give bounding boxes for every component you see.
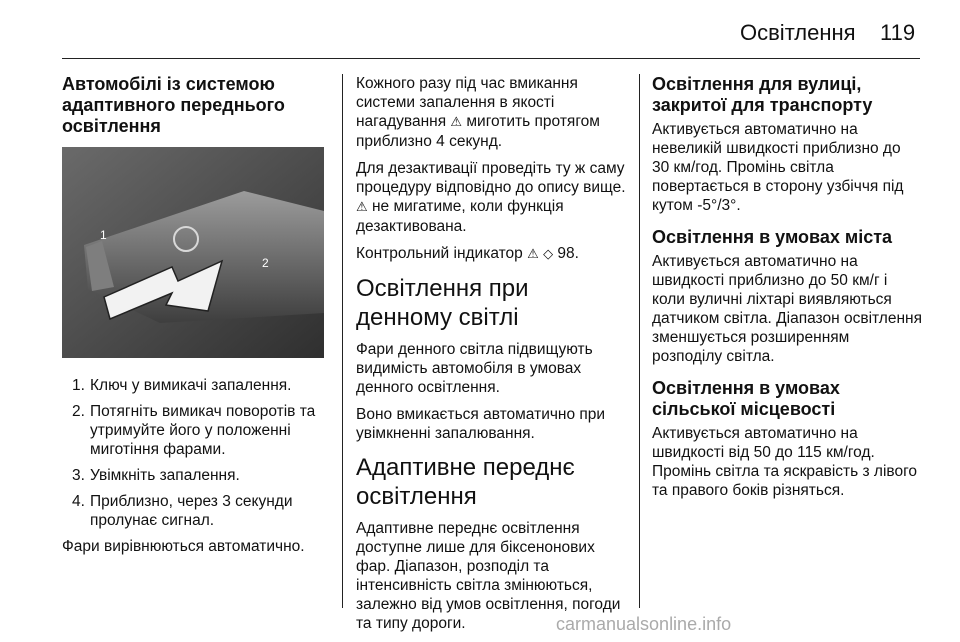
- paragraph: Активується автоматично на швидкості від 50 до 115 км/год. Промінь світла та яскравість з лівого та правого боків різняться.: [652, 425, 918, 499]
- page-reference-icon: ◇: [543, 247, 554, 262]
- section-heading-afl-cars: Автомобілі із системою адаптивного переднього освітлення: [62, 74, 285, 136]
- steps-conclusion: Фари вирівнюються автоматично.: [62, 538, 305, 555]
- subheading-country: Освітлення в умовах сільської місцевості: [652, 378, 840, 419]
- figure-label-1: 1: [100, 228, 107, 242]
- paragraph: Адаптивне переднє освітлення доступне лише для біксенонових фар. Діапазон, розподіл та інтенсивність світла змінюються, залежно від умов освітлення, погоди та типу дороги.: [356, 520, 621, 632]
- list-item: 1. Ключ у вимикачі запалення.: [72, 377, 292, 394]
- headlamp-indicator-icon: ⚠: [450, 115, 463, 130]
- column-divider-1: [342, 74, 343, 608]
- paragraph: Активується автоматично на невеликій швидкості приблизно до 30 км/год. Промінь світла повертається в сторону узбіччя під кутом -5°/3°.: [652, 121, 904, 214]
- procedure-steps: [62, 376, 328, 530]
- paragraph: Воно вмикається автоматично при увімкненні запалювання.: [356, 406, 606, 442]
- page-number: 119: [880, 20, 916, 45]
- turn-signal-stalk-image: [62, 147, 324, 358]
- column-3: [652, 74, 922, 508]
- list-item: 4. Приблизно, через 3 секунди пролунає сигнал.: [72, 493, 293, 529]
- column-2: [356, 74, 628, 641]
- stalk-illustration: [62, 147, 324, 358]
- figure-label-2: 2: [262, 256, 269, 270]
- subheading-closed-street: Освітлення для вулиці, закритої для транспорту: [652, 74, 873, 115]
- section-heading-adaptive-lighting: Адаптивне переднє освітлення: [356, 454, 575, 510]
- headlamp-indicator-icon: ⚠: [356, 200, 368, 215]
- paragraph: Активується автоматично на швидкості приблизно до 50 км/г і коли вуличні ліхтарі виявляються датчиком світла. Діапазон освітлення зменшується розширенням розподілу світла.: [652, 253, 922, 365]
- list-item: 3. Увімкніть запалення.: [72, 467, 240, 484]
- header-rule: [62, 58, 920, 59]
- page-header-title: Освітлення: [740, 20, 856, 45]
- watermark: carmanualsonline.info: [556, 614, 732, 634]
- paragraph: Кожного разу під час вмикання системи запалення в якості нагадування ⚠ миготить протягом приблизно 4 секунд.: [356, 75, 600, 150]
- paragraph: Контрольний індикатор ⚠ ◇ 98.: [356, 245, 579, 262]
- paragraph: Фари денного світла підвищують видимість автомобіля в умовах денного освітлення.: [356, 341, 593, 396]
- paragraph: Для дезактивації проведіть ту ж саму процедуру відповідно до опису вище. ⚠ не мигатиме, коли функція дезактивована.: [356, 160, 626, 235]
- section-heading-daytime-lights: Освітлення при денному світлі: [356, 275, 529, 331]
- column-1: [62, 74, 328, 564]
- subheading-city: Освітлення в умовах міста: [652, 227, 893, 247]
- list-item: 2. Потягніть вимикач поворотів та утримуйте його у положенні миготіння фарами.: [72, 403, 316, 458]
- headlamp-indicator-icon: ⚠: [527, 247, 539, 262]
- column-divider-2: [639, 74, 640, 608]
